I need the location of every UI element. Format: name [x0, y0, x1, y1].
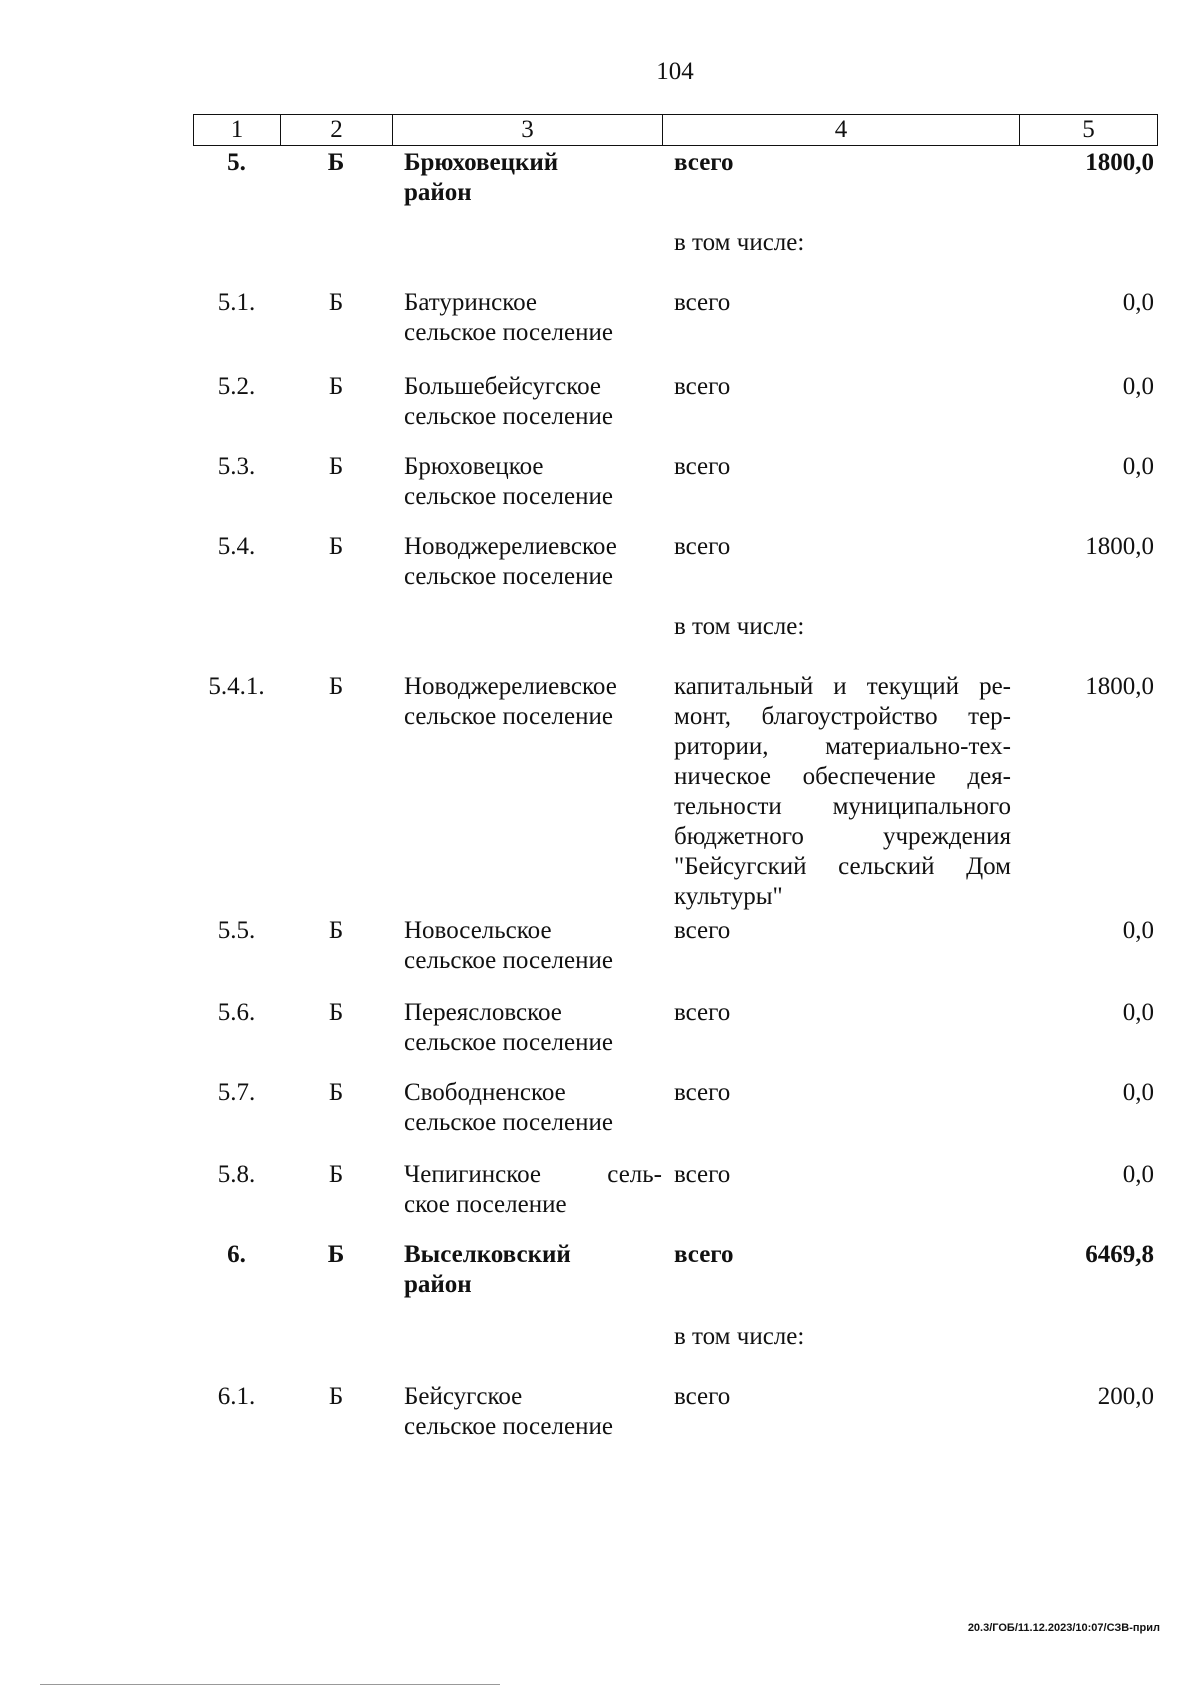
row-amount: 0,0 [1122, 999, 1154, 1026]
row-type [280, 1322, 392, 1352]
row-type: Б [328, 673, 344, 700]
row-number: 6. [227, 1241, 246, 1268]
row-amount: 200,0 [1097, 1383, 1154, 1410]
row-number: 6.1. [217, 1383, 256, 1410]
row-description-line: бюджетного учреждения [674, 823, 1011, 850]
row-description [662, 916, 1019, 976]
row-name [392, 998, 662, 1058]
row-name-line: сельское поселение [404, 319, 613, 346]
row-description-line: "Бейсугский сельский Дом [674, 853, 1011, 880]
row-description-line: в том числе: [674, 229, 805, 256]
row-name [392, 916, 662, 976]
row-type: Б [327, 1241, 345, 1268]
header-col-4: 4 [663, 115, 1020, 145]
row-description [662, 228, 1019, 258]
row-name [392, 612, 662, 642]
row-type: Б [328, 999, 344, 1026]
row-name-line: ское поселение [404, 1191, 567, 1218]
row-name-line: Брюховецкий [404, 149, 559, 176]
row-description-line: всего [674, 1079, 731, 1106]
row-amount [1019, 612, 1158, 642]
table-row [193, 1322, 1158, 1352]
row-description [662, 1078, 1019, 1138]
row-amount: 1800,0 [1085, 673, 1154, 700]
row-amount: 0,0 [1122, 373, 1154, 400]
table-row [193, 288, 1158, 348]
row-name-line: Новосельское [404, 917, 552, 944]
row-name [392, 452, 662, 512]
row-name-line: сельское поселение [404, 703, 613, 730]
table-header-row [193, 114, 1158, 146]
row-name [392, 228, 662, 258]
row-name-line: сельское поселение [404, 1413, 613, 1440]
row-number: 5.2. [217, 373, 256, 400]
row-amount: 0,0 [1122, 1079, 1154, 1106]
row-number: 5.1. [217, 289, 256, 316]
row-name-line: Выселковский [404, 1241, 571, 1268]
row-name-line: Чепигинское сель- [404, 1161, 662, 1188]
scan-artifact-divider [40, 1684, 500, 1685]
row-name-line: Новоджерелиевское [404, 533, 617, 560]
table-row [193, 1160, 1158, 1220]
header-col-1: 1 [194, 115, 281, 145]
row-description-line: монт, благоустройство тер- [674, 703, 1011, 730]
row-amount [1019, 1322, 1158, 1352]
row-type: Б [328, 289, 344, 316]
row-description [662, 1382, 1019, 1442]
table-row [193, 452, 1158, 512]
row-description-line: ритории, материально-тех- [674, 733, 1011, 760]
row-description-line: всего [674, 1383, 731, 1410]
row-number [193, 228, 280, 258]
row-name [392, 1078, 662, 1138]
row-description-line: всего [674, 999, 731, 1026]
row-name-line: Большебейсугское [404, 373, 602, 400]
table-row [193, 148, 1158, 208]
table-row [193, 228, 1158, 258]
row-number: 5.6. [217, 999, 256, 1026]
row-amount: 0,0 [1122, 917, 1154, 944]
row-description-line: всего [674, 917, 731, 944]
row-name [392, 1160, 662, 1220]
row-description-line: всего [674, 149, 734, 176]
table-row [193, 1382, 1158, 1442]
row-description [662, 998, 1019, 1058]
row-name-line: Брюховецкое [404, 453, 544, 480]
row-amount: 0,0 [1122, 453, 1154, 480]
row-type: Б [328, 533, 344, 560]
row-name-line: сельское поселение [404, 1109, 613, 1136]
header-col-5: 5 [1082, 116, 1095, 143]
row-amount: 1800,0 [1085, 533, 1154, 560]
row-type: Б [328, 1079, 344, 1106]
row-description-line: капитальный и текущий ре- [674, 673, 1011, 700]
row-name-line: Переясловское [404, 999, 562, 1026]
row-description [662, 612, 1019, 642]
row-type: Б [328, 373, 344, 400]
table-row [193, 1240, 1158, 1300]
row-description-line: всего [674, 453, 731, 480]
row-number: 5.4. [217, 533, 256, 560]
row-description-line: в том числе: [674, 1323, 805, 1350]
table-row [193, 612, 1158, 642]
row-amount: 0,0 [1122, 289, 1154, 316]
row-description-line: в том числе: [674, 613, 805, 640]
row-amount: 1800,0 [1085, 149, 1154, 176]
row-name-line: Бейсугское [404, 1383, 523, 1410]
table-row [193, 1078, 1158, 1138]
row-number: 5.8. [217, 1161, 256, 1188]
header-col-2: 2 [281, 115, 393, 145]
row-description [662, 288, 1019, 348]
row-name-line: сельское поселение [404, 483, 613, 510]
row-amount [1019, 228, 1158, 258]
page-number: 104 [656, 58, 694, 85]
row-type: Б [328, 1383, 344, 1410]
row-number: 5.4.1. [208, 673, 265, 700]
row-type [280, 612, 392, 642]
row-number [193, 1322, 280, 1352]
row-description [662, 372, 1019, 432]
row-name [392, 1240, 662, 1300]
row-number: 5.5. [217, 917, 256, 944]
table-row [193, 672, 1158, 912]
row-description [662, 1240, 1019, 1300]
row-number [193, 612, 280, 642]
row-name [392, 532, 662, 592]
row-description [662, 672, 1019, 912]
row-number: 5. [227, 149, 246, 176]
row-number: 5.3. [217, 453, 256, 480]
row-description [662, 532, 1019, 592]
row-name [392, 148, 662, 208]
row-number: 5.7. [217, 1079, 256, 1106]
table-row [193, 916, 1158, 976]
row-type: Б [328, 917, 344, 944]
row-description [662, 452, 1019, 512]
row-name [392, 1382, 662, 1442]
row-description-line: всего [674, 1161, 731, 1188]
row-name-line: сельское поселение [404, 563, 613, 590]
row-description-line: ническое обеспечение дея- [674, 763, 1011, 790]
row-description-line: всего [674, 373, 731, 400]
row-type [280, 228, 392, 258]
row-name [392, 672, 662, 912]
row-name-line: Батуринское [404, 289, 538, 316]
row-name-line: Новоджерелиевское [404, 673, 617, 700]
row-description-line: всего [674, 289, 731, 316]
row-name-line: сельское поселение [404, 403, 613, 430]
row-name-line: сельское поселение [404, 1029, 613, 1056]
row-type: Б [328, 453, 344, 480]
row-description [662, 1322, 1019, 1352]
header-col-3: 3 [393, 115, 663, 145]
table-row [193, 998, 1158, 1058]
row-amount: 6469,8 [1085, 1241, 1154, 1268]
row-name [392, 372, 662, 432]
document-footer-code: 20.3/ГОБ/11.12.2023/10:07/СЗВ-прил [967, 1622, 1160, 1634]
row-name-line: сельское поселение [404, 947, 613, 974]
row-description-line: всего [674, 533, 731, 560]
table-row [193, 532, 1158, 592]
row-name-line: район [404, 179, 472, 206]
row-type: Б [328, 1161, 344, 1188]
row-name [392, 288, 662, 348]
row-description-line: культуры" [674, 883, 783, 910]
row-type: Б [327, 149, 345, 176]
table-row [193, 372, 1158, 432]
row-description [662, 148, 1019, 208]
row-description-line: всего [674, 1241, 734, 1268]
row-amount: 0,0 [1122, 1161, 1154, 1188]
row-name-line: район [404, 1271, 472, 1298]
row-name [392, 1322, 662, 1352]
row-description-line: тельности муниципального [674, 793, 1011, 820]
row-description [662, 1160, 1019, 1220]
row-name-line: Свободненское [404, 1079, 566, 1106]
